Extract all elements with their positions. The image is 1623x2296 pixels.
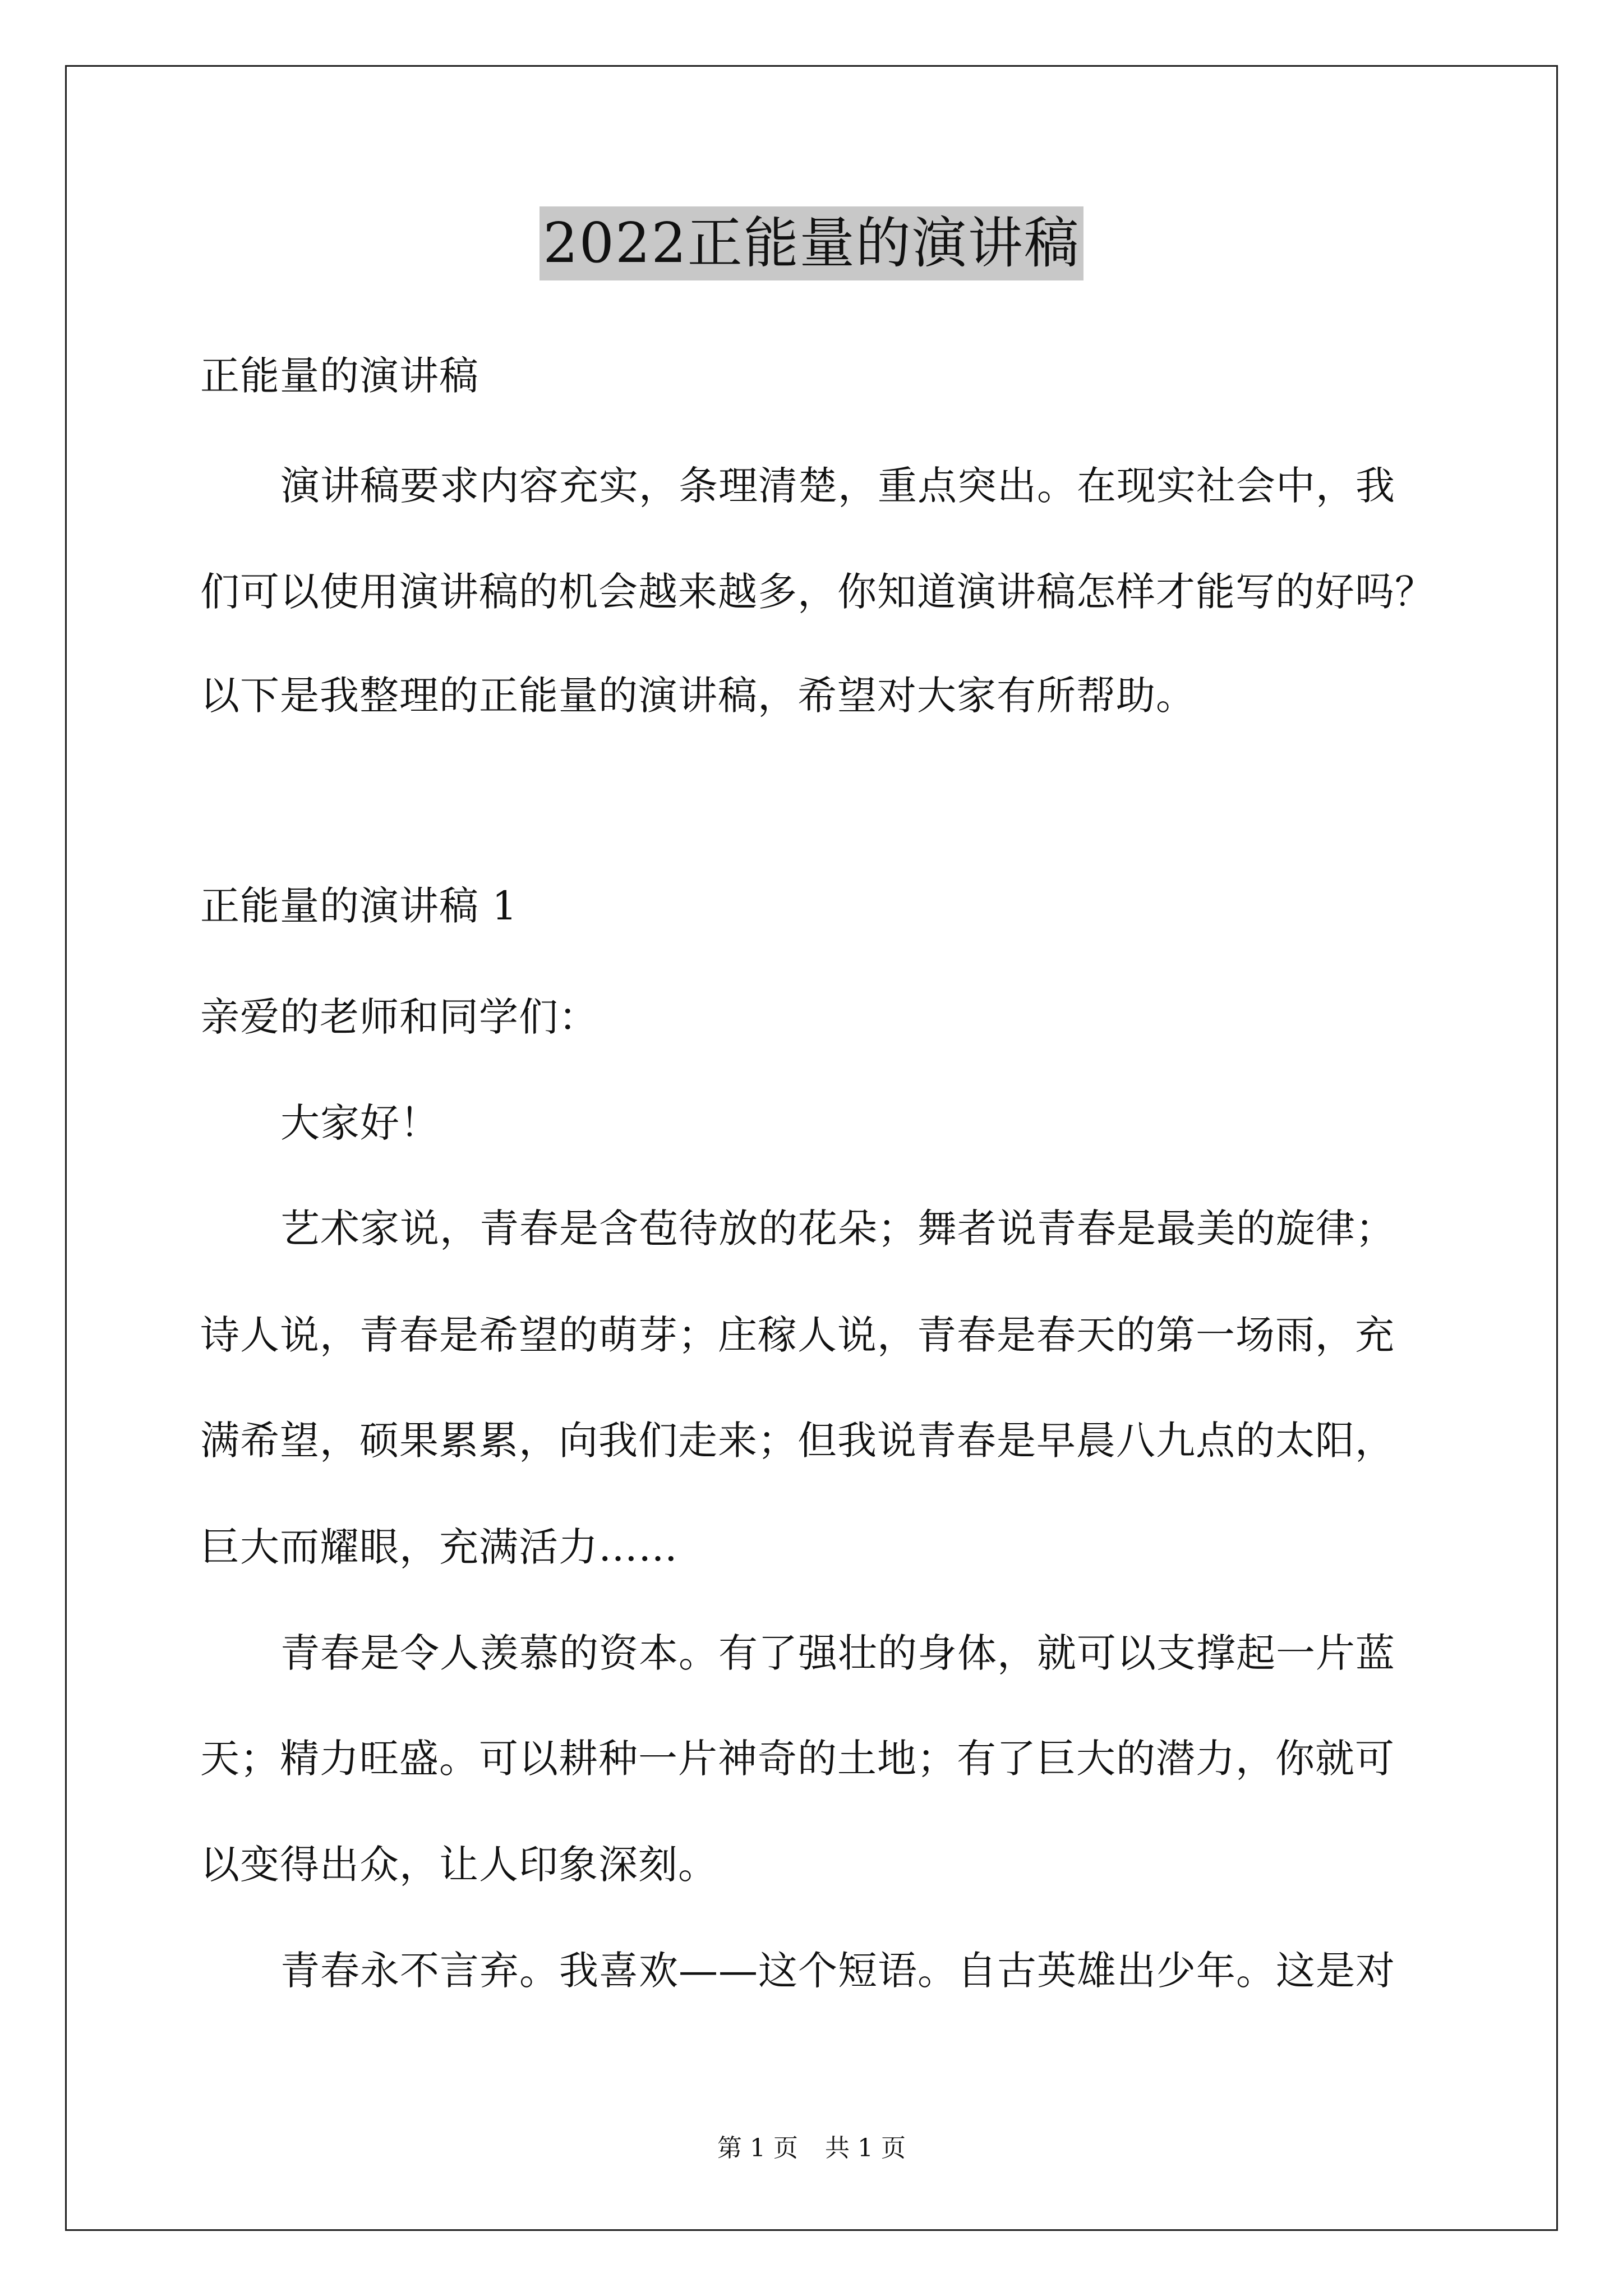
intro-line-3: 以下是我整理的正能量的演讲稿，希望对大家有所帮助。: [200, 673, 1196, 719]
intro-line-1: 演讲稿要求内容充实，条理清楚，重点突出。在现实社会中，我: [280, 463, 1395, 509]
paragraph-3-line-1: 青春永不言弃。我喜欢——这个短语。自古英雄出少年。这是对: [280, 1948, 1395, 1994]
intro-line-2: 们可以使用演讲稿的机会越来越多，你知道演讲稿怎样才能写的好吗？: [200, 569, 1435, 615]
paragraph-1-line-4: 巨大而耀眼，充满活力……: [200, 1524, 678, 1570]
paragraph-1-line-2: 诗人说，青春是希望的萌芽；庄稼人说，青春是春天的第一场雨，充: [200, 1312, 1395, 1358]
page-footer: [0, 2132, 1623, 2165]
document-title: 2022正能量的演讲稿: [540, 206, 1083, 280]
page-total: 共 1 页: [825, 2134, 906, 2162]
paragraph-1-line-3: 满希望，硕果累累，向我们走来；但我说青春是早晨八九点的太阳，: [200, 1418, 1395, 1464]
greeting: 大家好！: [280, 1100, 440, 1146]
subtitle-line: 正能量的演讲稿: [200, 353, 479, 399]
paragraph-2-line-3: 以变得出众，让人印象深刻。: [200, 1842, 718, 1888]
salutation: 亲爱的老师和同学们：: [200, 994, 598, 1040]
paragraph-2-line-1: 青春是令人羡慕的资本。有了强壮的身体，就可以支撑起一片蓝: [280, 1630, 1395, 1676]
title-block: [0, 206, 1623, 280]
section-heading: 正能量的演讲稿 1: [200, 883, 518, 929]
page-number: 第 1 页: [717, 2134, 798, 2162]
paragraph-2-line-2: 天；精力旺盛。可以耕种一片神奇的土地；有了巨大的潜力，你就可: [200, 1736, 1395, 1782]
paragraph-1-line-1: 艺术家说，青春是含苞待放的花朵；舞者说青春是最美的旋律；: [280, 1205, 1395, 1251]
